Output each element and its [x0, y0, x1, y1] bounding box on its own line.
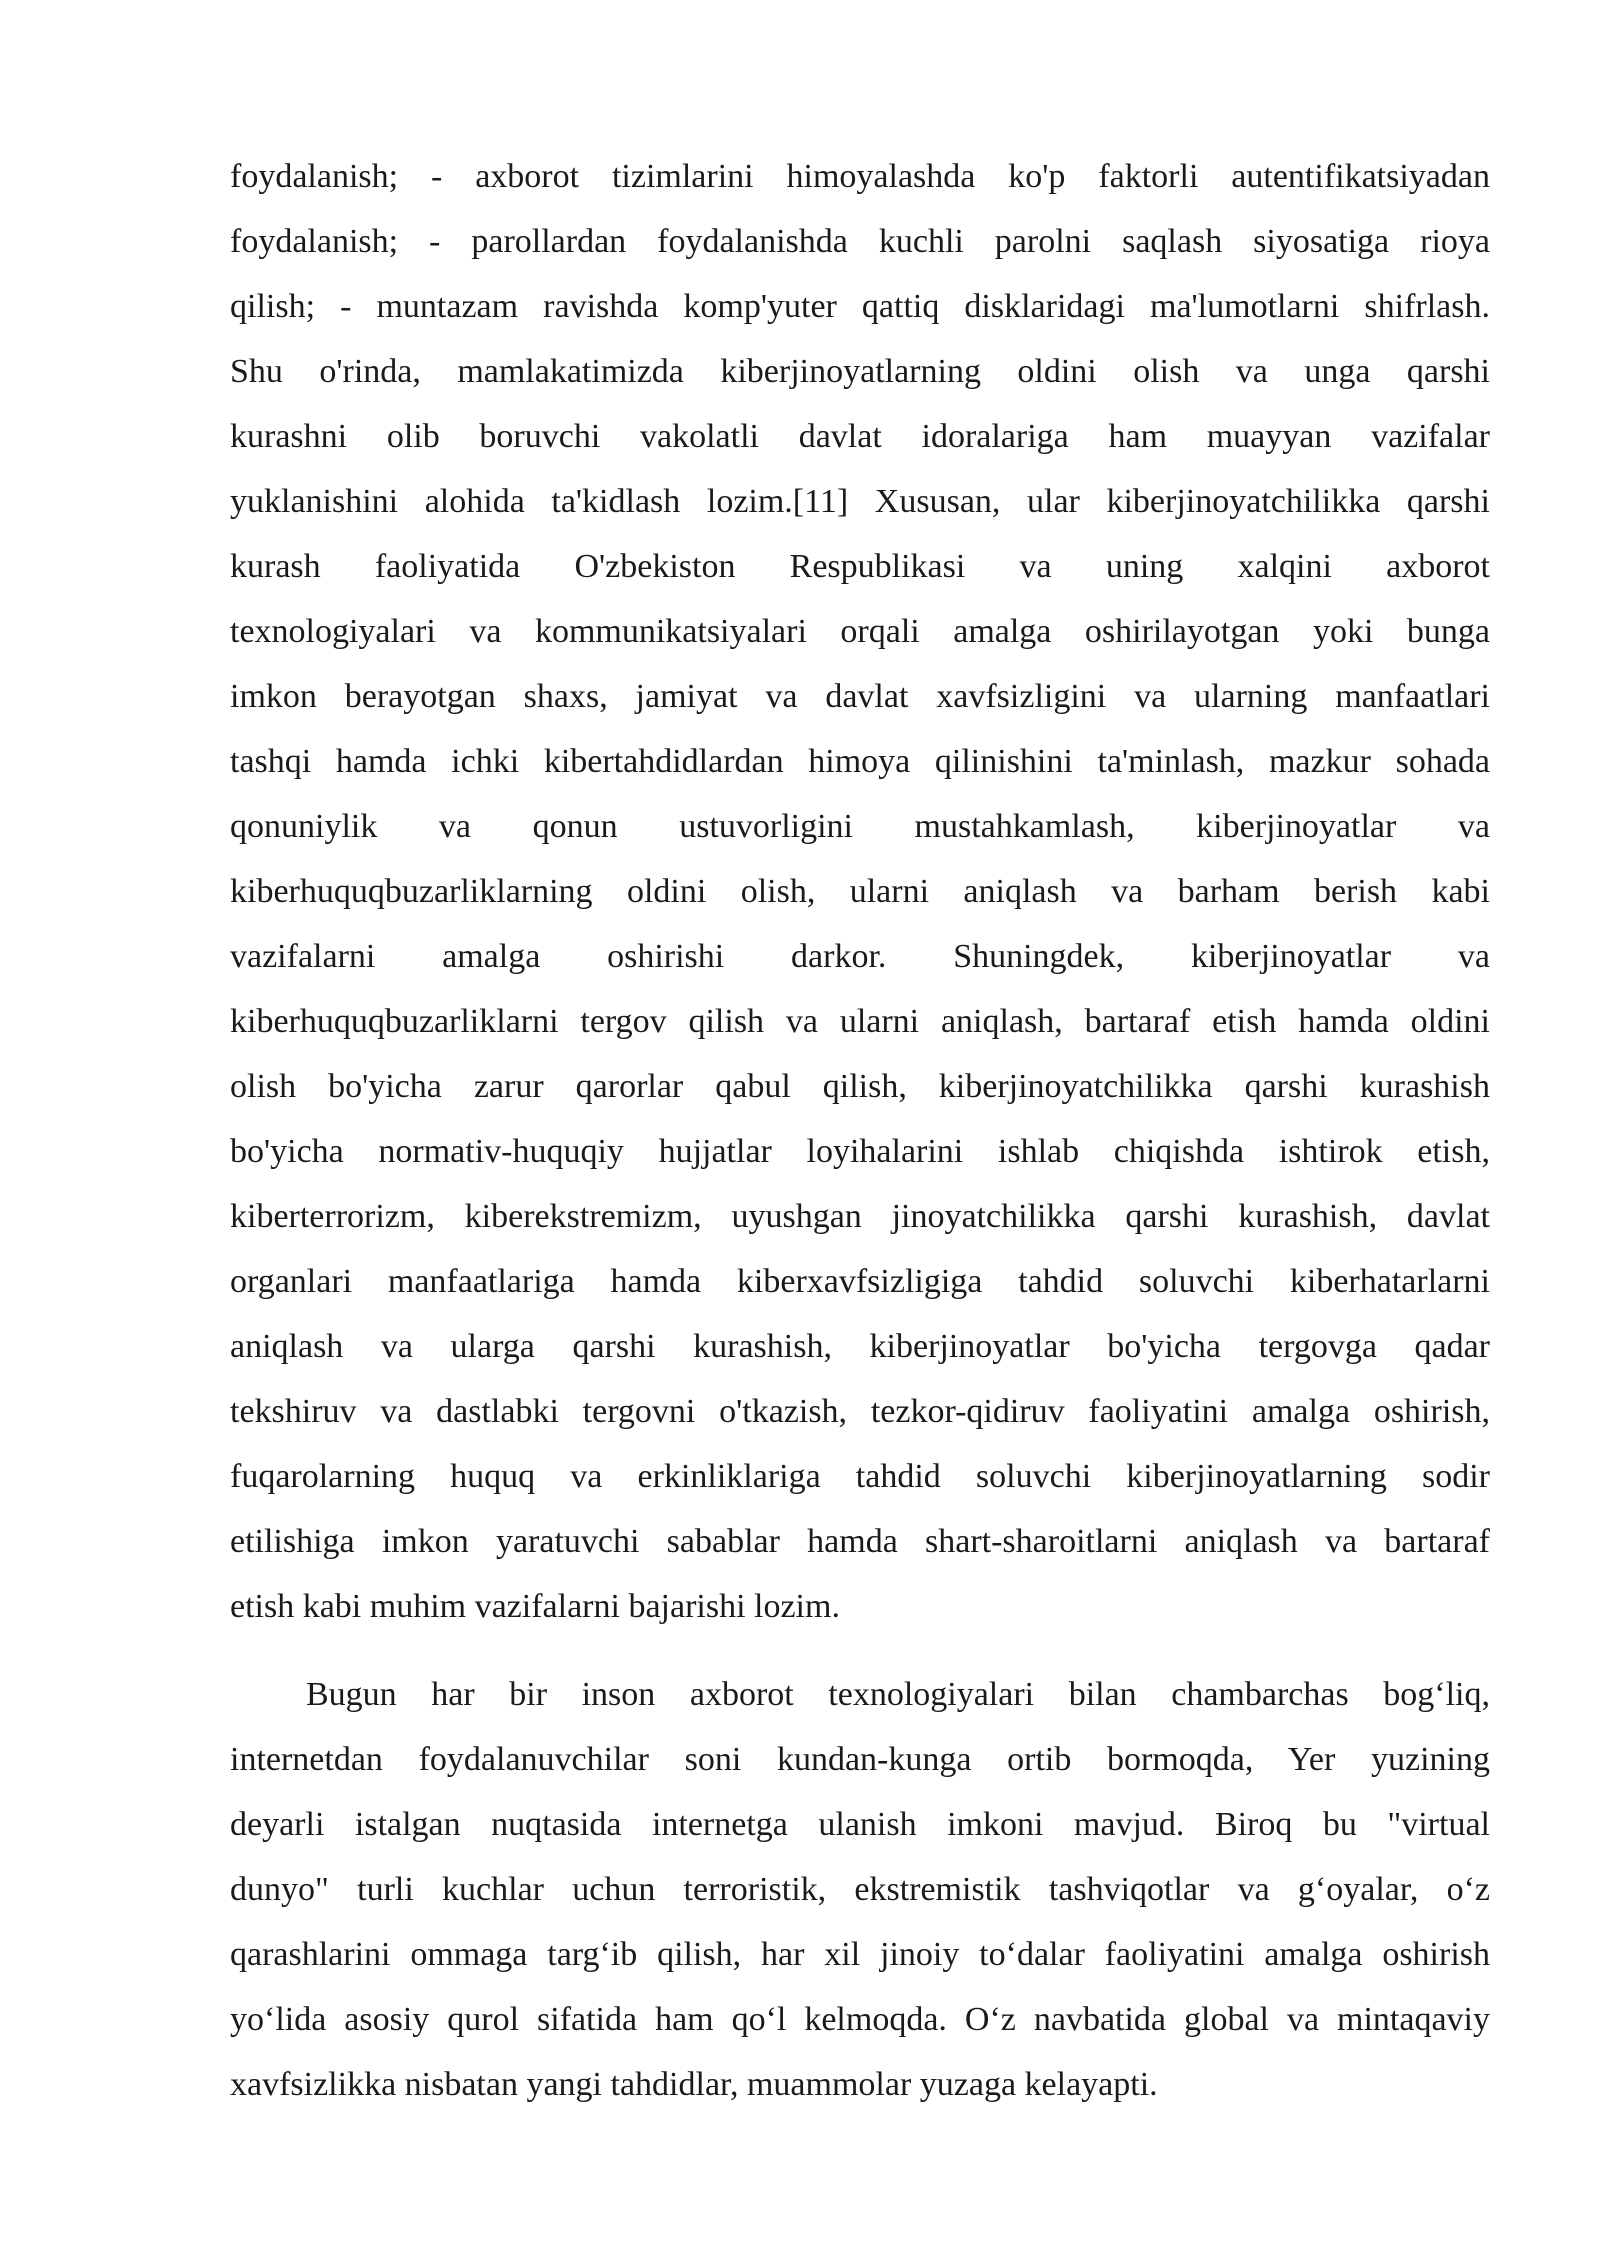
text-line: foydalanish; - parollardan foydalanishda kuchli parolni saqlash siyosatiga rioya	[230, 223, 1490, 260]
text-line: foydalanish; - axborot tizimlarini himoyalashda ko'p faktorli autentifikatsiyadan	[230, 158, 1490, 195]
text-line: texnologiyalari va kommunikatsiyalari orqali amalga oshirilayotgan yoki bunga	[230, 613, 1490, 650]
text-line: bo'yicha normativ-huquqiy hujjatlar loyihalarini ishlab chiqishda ishtirok etish,	[230, 1133, 1490, 1170]
text-line: kurash faoliyatida O'zbekiston Respublikasi va uning xalqini axborot	[230, 548, 1490, 585]
text-line: qonuniylik va qonun ustuvorligini mustahkamlash, kiberjinoyatlar va	[230, 808, 1490, 845]
text-line: qarashlarini ommaga targ‘ib qilish, har xil jinoiy to‘dalar faoliyatini amalga oshirish	[230, 1936, 1490, 1973]
text-line: tashqi hamda ichki kibertahdidlardan himoya qilinishini ta'minlash, mazkur sohada	[230, 743, 1490, 780]
text-line: tekshiruv va dastlabki tergovni o'tkazish, tezkor-qidiruv faoliyatini amalga oshirish,	[230, 1393, 1490, 1430]
text-line: qilish; - muntazam ravishda komp'yuter qattiq disklaridagi ma'lumotlarni shifrlash.	[230, 288, 1490, 325]
text-line: dunyo" turli kuchlar uchun terroristik, ekstremistik tashviqotlar va g‘oyalar, o‘z	[230, 1871, 1490, 1908]
text-line: organlari manfaatlariga hamda kiberxavfsizligiga tahdid soluvchi kiberhatarlarni	[230, 1263, 1490, 1300]
text-line: etilishiga imkon yaratuvchi sabablar hamda shart-sharoitlarni aniqlash va bartaraf	[230, 1523, 1490, 1560]
text-line: kiberhuquqbuzarliklarni tergov qilish va ularni aniqlash, bartaraf etish hamda oldini	[230, 1003, 1490, 1040]
text-line: olish bo'yicha zarur qarorlar qabul qilish, kiberjinoyatchilikka qarshi kurashish	[230, 1068, 1490, 1105]
text-line: etish kabi muhim vazifalarni bajarishi lozim.	[230, 1588, 840, 1625]
text-line: deyarli istalgan nuqtasida internetga ulanish imkoni mavjud. Biroq bu "virtual	[230, 1806, 1490, 1843]
text-line: vazifalarni amalga oshirishi darkor. Shuningdek, kiberjinoyatlar va	[230, 938, 1490, 975]
text-line: internetdan foydalanuvchilar soni kundan-kunga ortib bormoqda, Yer yuzining	[230, 1741, 1490, 1778]
text-line: fuqarolarning huquq va erkinliklariga tahdid soluvchi kiberjinoyatlarning sodir	[230, 1458, 1490, 1495]
paragraph-1	[230, 144, 1490, 1639]
text-line: Shu o'rinda, mamlakatimizda kiberjinoyatlarning oldini olish va unga qarshi	[230, 353, 1490, 390]
text-line: Bugun har bir inson axborot texnologiyalari bilan chambarchas bog‘liq,	[306, 1676, 1490, 1713]
paragraph-2	[230, 1662, 1490, 2117]
text-line: kurashni olib boruvchi vakolatli davlat idoralariga ham muayyan vazifalar	[230, 418, 1490, 455]
text-line: yuklanishini alohida ta'kidlash lozim.[11] Xususan, ular kiberjinoyatchilikka qarshi	[230, 483, 1490, 520]
text-line: yo‘lida asosiy qurol sifatida ham qo‘l kelmoqda. O‘z navbatida global va mintaqaviy	[230, 2001, 1490, 2038]
text-line: aniqlash va ularga qarshi kurashish, kiberjinoyatlar bo'yicha tergovga qadar	[230, 1328, 1490, 1365]
text-line: imkon berayotgan shaxs, jamiyat va davlat xavfsizligini va ularning manfaatlari	[230, 678, 1490, 715]
text-line: xavfsizlikka nisbatan yangi tahdidlar, muammolar yuzaga kelayapti.	[230, 2066, 1158, 2103]
text-line: kiberhuquqbuzarliklarning oldini olish, ularni aniqlash va barham berish kabi	[230, 873, 1490, 910]
text-line: kiberterrorizm, kiberekstremizm, uyushgan jinoyatchilikka qarshi kurashish, davlat	[230, 1198, 1490, 1235]
